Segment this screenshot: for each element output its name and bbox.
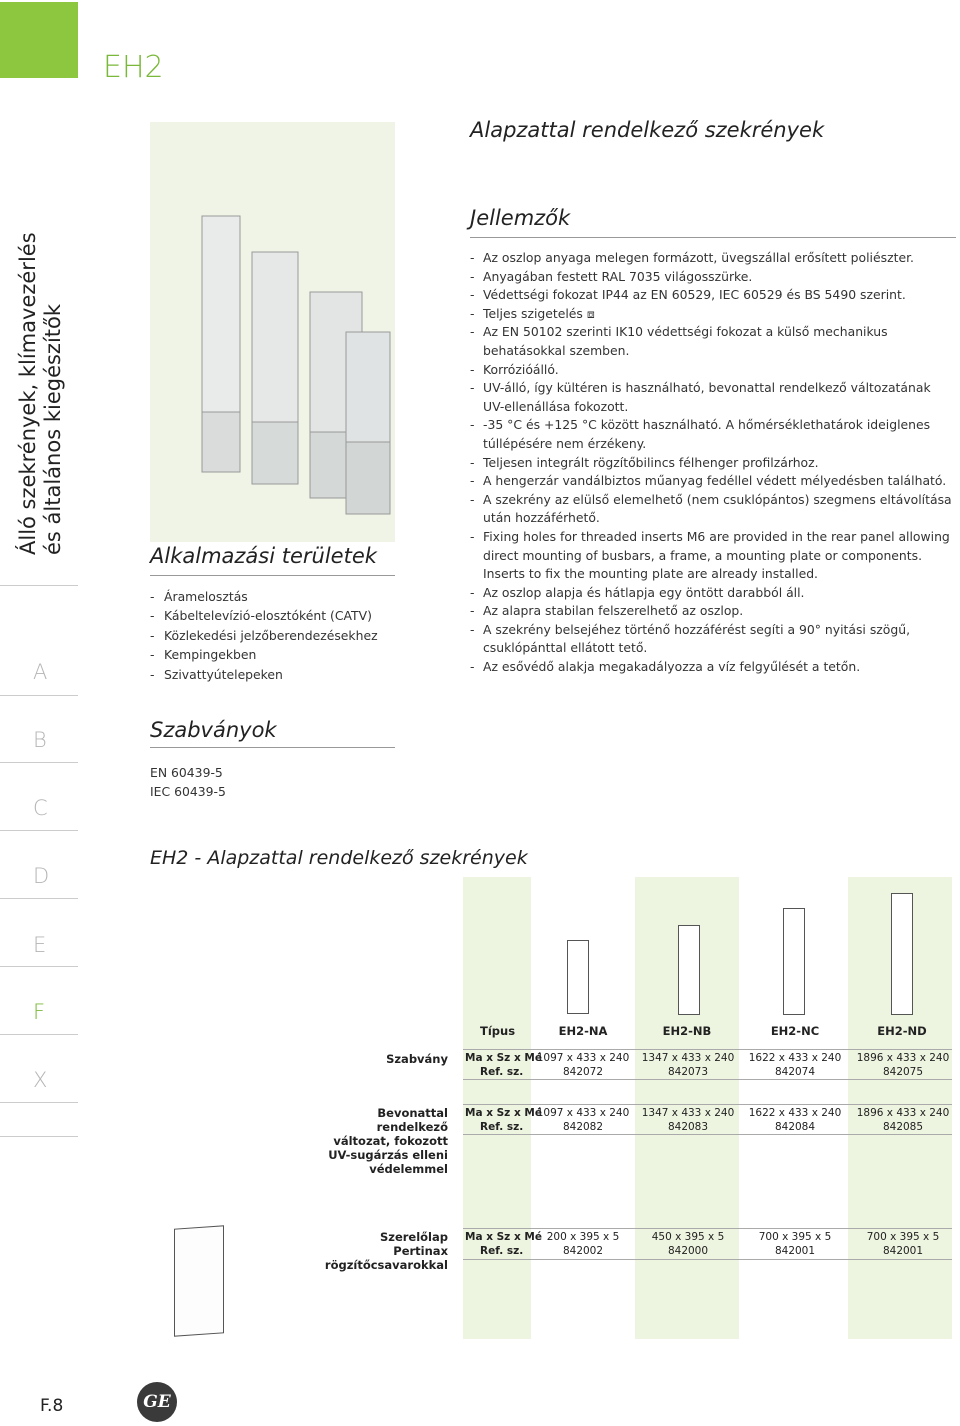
applications-heading: Alkalmazási területek	[150, 544, 377, 568]
row-rule	[463, 1259, 952, 1260]
list-item: - A hengerzár vandálbiztos műanyag fedéllel védett mélyedésben található.	[470, 472, 955, 491]
ref-value: 842002	[562, 1245, 604, 1257]
ge-logo: GE	[137, 1382, 177, 1422]
dim-value: 1347 x 433 x 240	[641, 1107, 735, 1119]
features-list	[470, 249, 955, 677]
cabinet-na-image	[567, 940, 589, 1014]
standard-line: IEC 60439-5	[150, 784, 226, 799]
index-divider	[0, 1136, 78, 1137]
list-item: - Szivattyútelepeken	[150, 665, 410, 684]
ref-value: 842074	[774, 1066, 816, 1078]
ref-value: 842083	[667, 1121, 709, 1133]
list-item: - Az alapra stabilan felszerelhető az oszlop.	[470, 602, 955, 621]
dim-value: 1622 x 433 x 240	[748, 1107, 842, 1119]
index-divider	[0, 585, 78, 586]
index-divider	[0, 762, 78, 763]
product-photo	[150, 122, 395, 542]
dim-value: 1347 x 433 x 240	[641, 1052, 735, 1064]
ref-value: 842085	[882, 1121, 924, 1133]
ref-value: 842072	[562, 1066, 604, 1078]
cabinet-nd-image	[891, 893, 913, 1015]
dim-value: 200 x 395 x 5	[546, 1231, 620, 1243]
ref-value: 842001	[774, 1245, 816, 1257]
ref-value: 842001	[882, 1245, 924, 1257]
brand-square	[0, 2, 78, 78]
list-item: - Az esővédő alakja megakadályozza a víz felgyűlését a tetőn.	[470, 658, 955, 677]
model-name: EH2-ND	[877, 1024, 927, 1038]
list-item: - Áramelosztás	[150, 587, 410, 606]
row-sublabel-mounting-plate: Pertinax rögzítőcsavarokkal	[324, 1244, 448, 1272]
row-rule	[463, 1049, 952, 1050]
index-letter-c[interactable]: C	[33, 796, 48, 820]
list-item: - -35 °C és +125 °C között használható. A hőmérséklethatárok ideiglenes túllépésére nem érzékeny.	[470, 416, 955, 453]
list-item: - A szekrény belsejéhez történő hozzáférést segíti a 90° nyitási szögű, csuklópánttal ellátott tető.	[470, 621, 955, 658]
dim-value: 700 x 395 x 5	[758, 1231, 832, 1243]
type-label: Típus	[480, 1024, 516, 1038]
list-item: - Teljes szigetelés ⧈	[470, 305, 955, 324]
ref-value: 842000	[667, 1245, 709, 1257]
applications-rule	[150, 575, 395, 576]
dim-value: 1097 x 433 x 240	[536, 1052, 630, 1064]
list-item: - Az oszlop anyaga melegen formázott, üvegszállal erősített poliészter.	[470, 249, 955, 268]
index-divider	[0, 966, 78, 967]
cabinet-nb-image	[678, 925, 700, 1015]
dim-value: 450 x 395 x 5	[651, 1231, 725, 1243]
dim-value: 1896 x 433 x 240	[856, 1052, 950, 1064]
applications-list	[150, 587, 410, 684]
ref-label: Ref. sz.	[480, 1245, 524, 1257]
standards-heading: Szabványok	[150, 718, 277, 742]
list-item: - Korrózióálló.	[470, 361, 955, 380]
list-item: - UV-álló, így kültéren is használható, bevonattal rendelkező változatának UV-ellenállása fokozott.	[470, 379, 955, 416]
list-item: - Kábeltelevízió-elosztóként (CATV)	[150, 606, 410, 625]
list-item: - Közlekedési jelzőberendezésekhez	[150, 626, 410, 645]
list-item: - Az oszlop alapja és hátlapja egy öntött darabból áll.	[470, 584, 955, 603]
dim-value: 1097 x 433 x 240	[536, 1107, 630, 1119]
dim-label: Ma x Sz x Mé	[465, 1052, 542, 1064]
cabinet-nc-image	[783, 908, 805, 1015]
row-rule	[463, 1079, 952, 1080]
list-item: - Az EN 50102 szerinti IK10 védettségi fokozat a külső mechanikus behatásokkal szemben.	[470, 323, 955, 360]
standards-rule	[150, 747, 395, 748]
index-divider	[0, 1034, 78, 1035]
ref-value: 842073	[667, 1066, 709, 1078]
standards-list	[150, 763, 226, 801]
ref-label: Ref. sz.	[480, 1066, 524, 1078]
row-label-uv-coated: Bevonattal rendelkező változat, fokozott UV-sugárzás elleni védelemmel	[328, 1106, 448, 1176]
dim-value: 700 x 395 x 5	[866, 1231, 940, 1243]
index-letter-a[interactable]: A	[33, 660, 48, 684]
list-item: - Védettségi fokozat IP44 az EN 60529, IEC 60529 és BS 5490 szerint.	[470, 286, 955, 305]
page-number: F.8	[40, 1396, 64, 1416]
model-name: EH2-NB	[662, 1024, 712, 1038]
index-divider	[0, 695, 78, 696]
index-letter-e[interactable]: E	[33, 933, 47, 957]
page-subtitle: Alapzattal rendelkező szekrények	[470, 118, 825, 142]
dim-label: Ma x Sz x Mé	[465, 1231, 542, 1243]
section-vertical-title: Álló szekrények, klímavezérlés és általános kiegészítők	[16, 232, 65, 555]
index-divider	[0, 830, 78, 831]
ref-label: Ref. sz.	[480, 1121, 524, 1133]
features-heading: Jellemzők	[470, 206, 571, 230]
mounting-plate-image	[174, 1225, 224, 1336]
row-rule	[463, 1228, 952, 1229]
index-letter-x[interactable]: X	[33, 1068, 48, 1092]
ref-value: 842084	[774, 1121, 816, 1133]
ref-value: 842075	[882, 1066, 924, 1078]
table-title: EH2 - Alapzattal rendelkező szekrények	[150, 847, 528, 869]
index-letter-b[interactable]: B	[33, 728, 47, 752]
model-name: EH2-NA	[558, 1024, 608, 1038]
dim-label: Ma x Sz x Mé	[465, 1107, 542, 1119]
ref-value: 842082	[562, 1121, 604, 1133]
model-name: EH2-NC	[770, 1024, 820, 1038]
list-item: - Anyagában festett RAL 7035 világosszürke.	[470, 268, 955, 287]
standard-line: EN 60439-5	[150, 765, 223, 780]
row-rule	[463, 1134, 952, 1135]
dim-value: 1622 x 433 x 240	[748, 1052, 842, 1064]
index-letter-d[interactable]: D	[33, 864, 50, 888]
list-item: - Kempingekben	[150, 645, 410, 664]
index-divider	[0, 1102, 78, 1103]
row-rule	[463, 1104, 952, 1105]
product-code: EH2	[103, 50, 164, 85]
index-letter-f[interactable]: F	[33, 1000, 46, 1024]
list-item: - A szekrény az elülső elemelhető (nem csuklópántos) szegmens eltávolítása után hozzáférhető.	[470, 491, 955, 528]
index-divider	[0, 898, 78, 899]
dim-value: 1896 x 433 x 240	[856, 1107, 950, 1119]
row-label-standard: Szabvány	[386, 1052, 448, 1066]
list-item: - Teljesen integrált rögzítőbilincs félhenger profilzárhoz.	[470, 454, 955, 473]
list-item: - Fixing holes for threaded inserts M6 are provided in the rear panel allowing direct mounting of busbars, a frame, a mounting plate or components. Inserts to fix the mounting plate are already installed.	[470, 528, 955, 584]
row-label-mounting-plate: Szerelőlap	[379, 1230, 448, 1244]
features-rule	[470, 237, 956, 238]
